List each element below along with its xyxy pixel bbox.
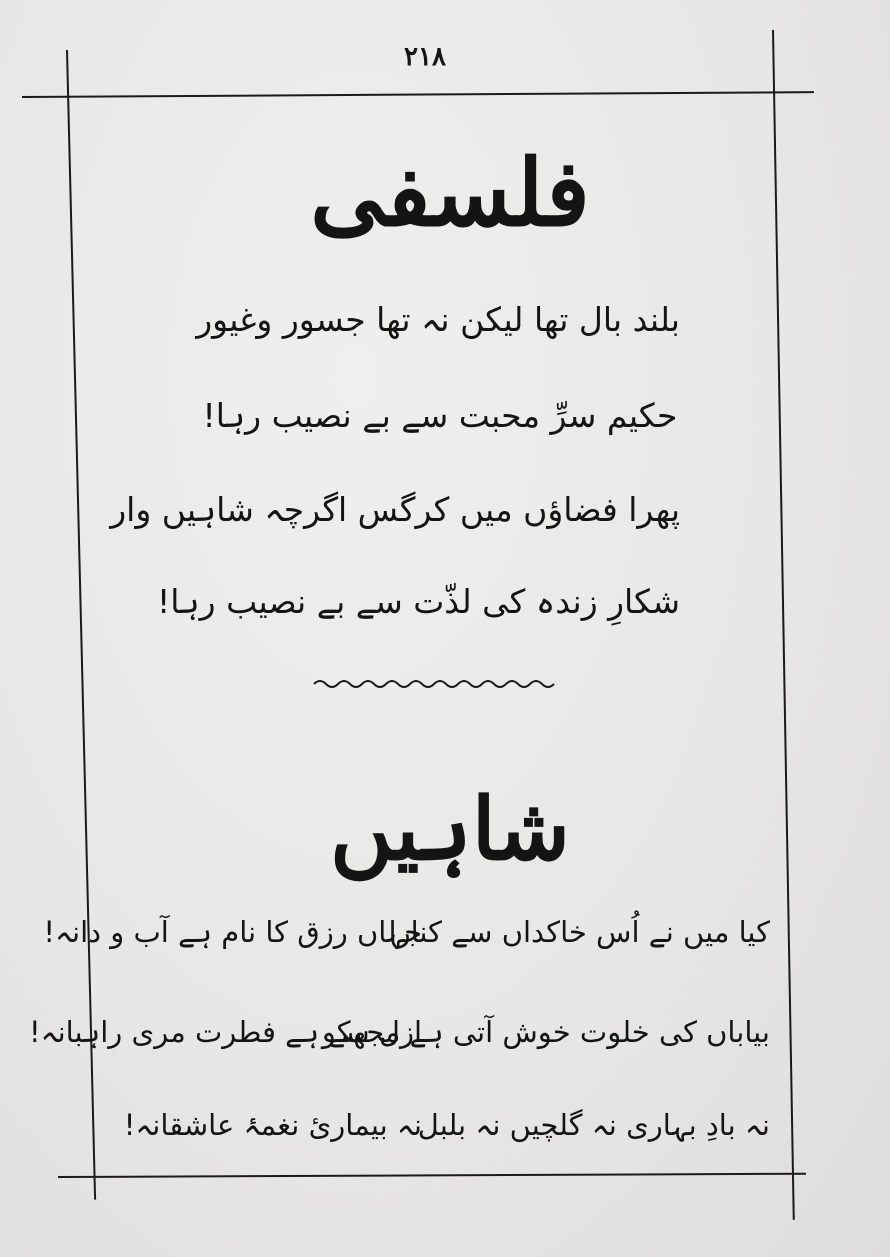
couplet-first-half: نہ بادِ بہاری نہ گلچیں نہ بلبل	[417, 1108, 770, 1142]
right-border-line	[772, 30, 795, 1220]
poem-2-title: شاہیں	[329, 779, 571, 880]
poem-2-couplet	[80, 1108, 770, 1168]
couplet-second-half: جہاں رزق کا نام ہے آب و دانہ!	[43, 915, 422, 949]
poem-1-line: حکیم سرِّ محبت سے بے نصیب رہا!	[202, 396, 678, 435]
couplet-first-half: بیاباں کی خلوت خوش آتی ہے مجھکو	[321, 1015, 770, 1049]
poem-1-title: فلسفی	[310, 139, 590, 247]
couplet-first-half: کیا میں نے اُس خاکداں سے کنارا	[388, 915, 770, 949]
top-border-line	[22, 91, 814, 98]
poem-1-line: پھرا فضاؤں میں کرگس اگرچہ شاہیں وار	[110, 490, 680, 529]
poem-2-couplet	[43, 915, 770, 975]
page-number: ۲۱۸	[404, 42, 446, 72]
poem-2-couplet	[28, 1015, 770, 1075]
couplet-second-half: ازل سے ہے فطرت مری راہبانہ!	[28, 1015, 422, 1049]
wavy-divider	[312, 672, 562, 696]
poem-1-line: بلند بال تھا لیکن نہ تھا جسور وغیور	[196, 300, 680, 339]
couplet-second-half: نہ بیماریٔ نغمۂ عاشقانہ!	[123, 1108, 422, 1142]
poem-1-line: شکارِ زندہ کی لذّت سے بے نصیب رہا!	[157, 582, 680, 621]
bottom-border-line	[58, 1173, 806, 1178]
